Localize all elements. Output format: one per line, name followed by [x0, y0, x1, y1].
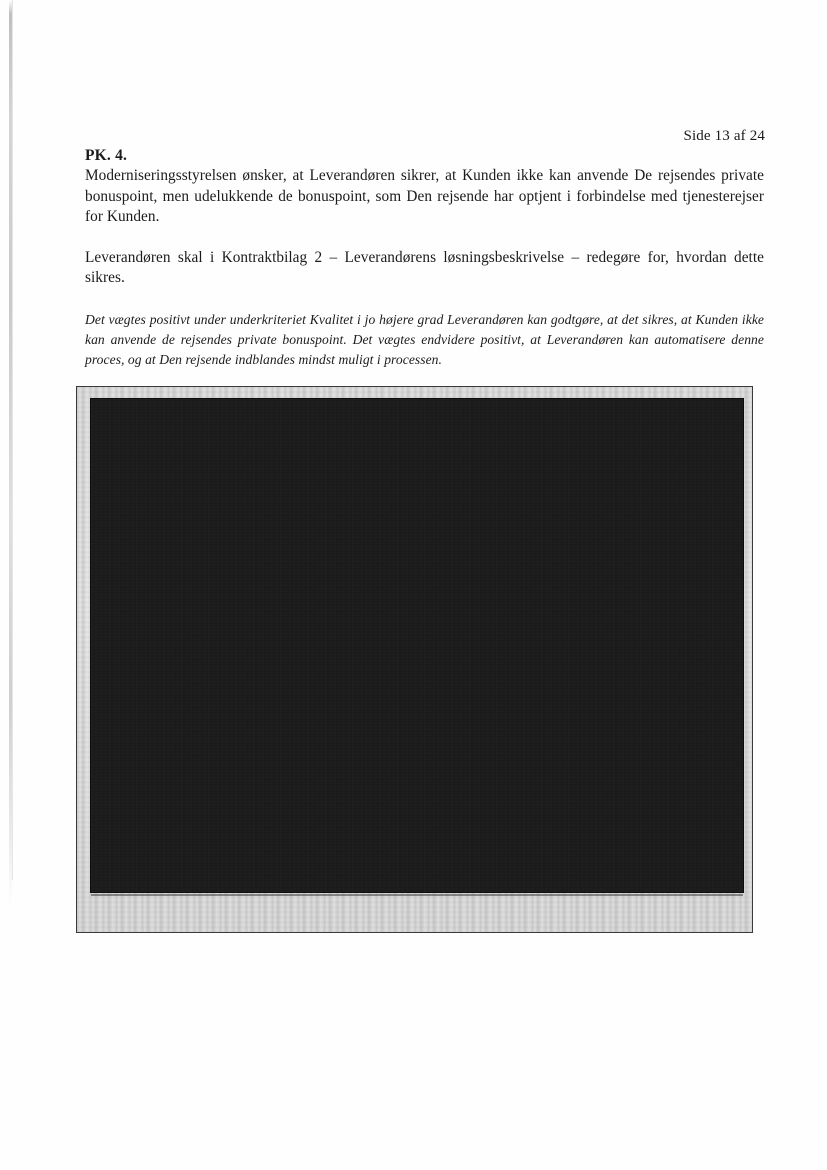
page-number-header: Side 13 af 24: [683, 128, 765, 144]
text-column: [85, 146, 764, 415]
redaction-edge-shadow: [91, 894, 743, 896]
section-heading: PK. 4.: [85, 147, 128, 164]
scan-edge-artifact-secondary: [12, 0, 13, 880]
paragraph-reference: Leverandøren skal i Kontraktbilag 2 – Leverandørens løsningsbeskrivelse – redegøre for, hvordan dette sikres.: [85, 248, 764, 287]
paragraph-evaluation-criteria: Det vægtes positivt under underkriteriet Kvalitet i jo højere grad Leverandøren kan godtgøre, at det sikres, at Kunden ikke kan anvende de rejsendes private bonuspoint. Det vægtes endvidere positivt, at Leverandøren kan automatisere denne proces, og at Den rejsende indblandes mindst muligt i processen.: [85, 311, 764, 367]
redaction-black-fill: [91, 399, 743, 892]
paragraph-requirement: Moderniseringsstyrelsen ønsker, at Leverandøren sikrer, at Kunden ikke kan anvende De rejsendes private bonuspoint, men udelukkende de bonuspoint, som Den rejsende har optjent i forbindelse med tjenesterejser for Kunden.: [85, 167, 764, 226]
redacted-content-box: [76, 386, 753, 933]
